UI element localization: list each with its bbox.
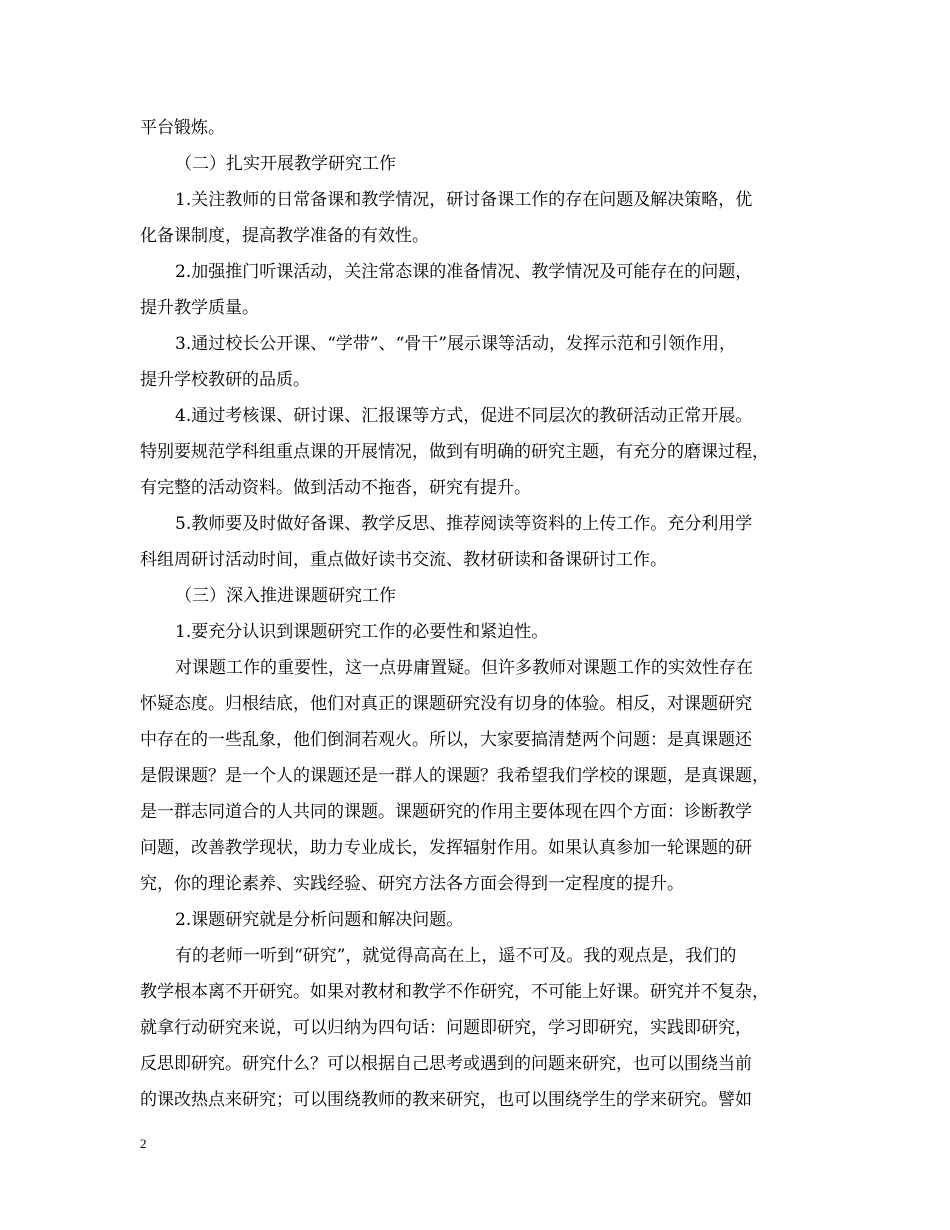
paragraph-line: 怀疑态度。归根结底，他们对真正的课题研究没有切身的体验。相反，对课题研究 — [140, 694, 752, 714]
page-number: 2 — [140, 1136, 147, 1151]
paragraph-line: 5.教师要及时做好备课、教学反思、推荐阅读等资料的上传工作。充分利用学 — [175, 514, 753, 534]
paragraph-line: 是假课题？是一个人的课题还是一群人的课题？我希望我们学校的课题，是真课题， — [140, 766, 769, 786]
paragraph-line: 提升教学质量。 — [140, 298, 259, 318]
paragraph-line: 有完整的活动资料。做到活动不拖沓，研究有提升。 — [140, 478, 531, 498]
paragraph-line: 有的老师一听到“研究”，就觉得高高在上，遥不可及。我的观点是，我们的 — [175, 946, 737, 966]
paragraph-line: 教学根本离不开研究。如果对教材和教学不作研究，不可能上好课。研究并不复杂， — [140, 982, 769, 1002]
paragraph-line: 特别要规范学科组重点课的开展情况，做到有明确的研究主题，有充分的磨课过程， — [140, 442, 769, 462]
paragraph-line: 对课题工作的重要性，这一点毋庸置疑。但许多教师对课题工作的实效性存在 — [175, 658, 753, 678]
paragraph-line: 中存在的一些乱象，他们倒洞若观火。所以，大家要搞清楚两个问题：是真课题还 — [140, 730, 752, 750]
section-heading: （二）扎实开展教学研究工作 — [175, 154, 396, 174]
paragraph-line: 提升学校教研的品质。 — [140, 370, 310, 390]
paragraph-line: 反思即研究。研究什么？可以根据自己思考或遇到的问题来研究，也可以围绕当前 — [140, 1054, 752, 1074]
paragraph-line: 2.加强推门听课活动，关注常态课的准备情况、教学情况及可能存在的问题， — [175, 262, 753, 282]
paragraph-line: 的课改热点来研究；可以围绕教师的教来研究，也可以围绕学生的学来研究。譬如 — [140, 1090, 752, 1110]
paragraph-line: 4.通过考核课、研讨课、汇报课等方式，促进不同层次的教研活动正常开展。 — [175, 406, 753, 426]
paragraph-line: 2.课题研究就是分析问题和解决问题。 — [175, 910, 464, 930]
paragraph-line: 问题，改善教学现状，助力专业成长，发挥辐射作用。如果认真参加一轮课题的研 — [140, 838, 752, 858]
paragraph-line: 1.要充分认识到课题研究工作的必要性和紧迫性。 — [175, 622, 549, 642]
paragraph-line: 化备课制度，提高教学准备的有效性。 — [140, 226, 429, 246]
paragraph-line: 3.通过校长公开课、“学带”、“骨干”展示课等活动，发挥示范和引领作用， — [175, 334, 736, 354]
section-heading: （三）深入推进课题研究工作 — [175, 586, 396, 606]
paragraph-line: 1.关注教师的日常备课和教学情况，研讨备课工作的存在问题及解决策略，优 — [175, 190, 753, 210]
paragraph-line: 究，你的理论素养、实践经验、研究方法各方面会得到一定程度的提升。 — [140, 874, 684, 894]
paragraph-line: 就拿行动研究来说，可以归纳为四句话：问题即研究，学习即研究，实践即研究， — [140, 1018, 752, 1038]
paragraph-line: 科组周研讨活动时间，重点做好读书交流、教材研读和备课研讨工作。 — [140, 550, 667, 570]
paragraph-line: 平台锻炼。 — [140, 118, 225, 138]
paragraph-line: 是一群志同道合的人共同的课题。课题研究的作用主要体现在四个方面：诊断教学 — [140, 802, 752, 822]
